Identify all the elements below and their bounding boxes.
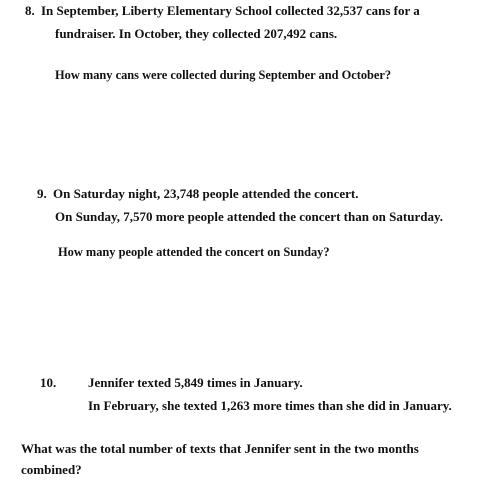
question-8-number: 8. — [25, 3, 35, 18]
question-10-text-1: Jennifer texted 5,849 times in January. — [88, 375, 303, 390]
question-10-text-2: In February, she texted 1,263 more times than she did in January. — [88, 398, 452, 413]
question-10-prompt-1: What was the total number of texts that Jennifer sent in the two months — [21, 441, 419, 456]
question-9-number: 9. — [37, 186, 47, 201]
question-8-prompt: How many cans were collected during September and October? — [55, 68, 392, 82]
question-9-text-2: On Sunday, 7,570 more people attended the concert than on Saturday. — [55, 209, 443, 224]
question-9-text-1: On Saturday night, 23,748 people attended the concert. — [53, 186, 359, 201]
question-8-text-2: fundraiser. In October, they collected 207,492 cans. — [55, 26, 338, 41]
question-10-number: 10. — [40, 375, 57, 390]
question-8-line-1 — [25, 4, 420, 17]
question-10-prompt-2: combined? — [21, 462, 82, 477]
question-9-line-1 — [37, 187, 359, 200]
question-9-prompt: How many people attended the concert on Sunday? — [58, 245, 330, 259]
question-8-text-1: In September, Liberty Elementary School collected 32,537 cans for a — [41, 3, 420, 18]
